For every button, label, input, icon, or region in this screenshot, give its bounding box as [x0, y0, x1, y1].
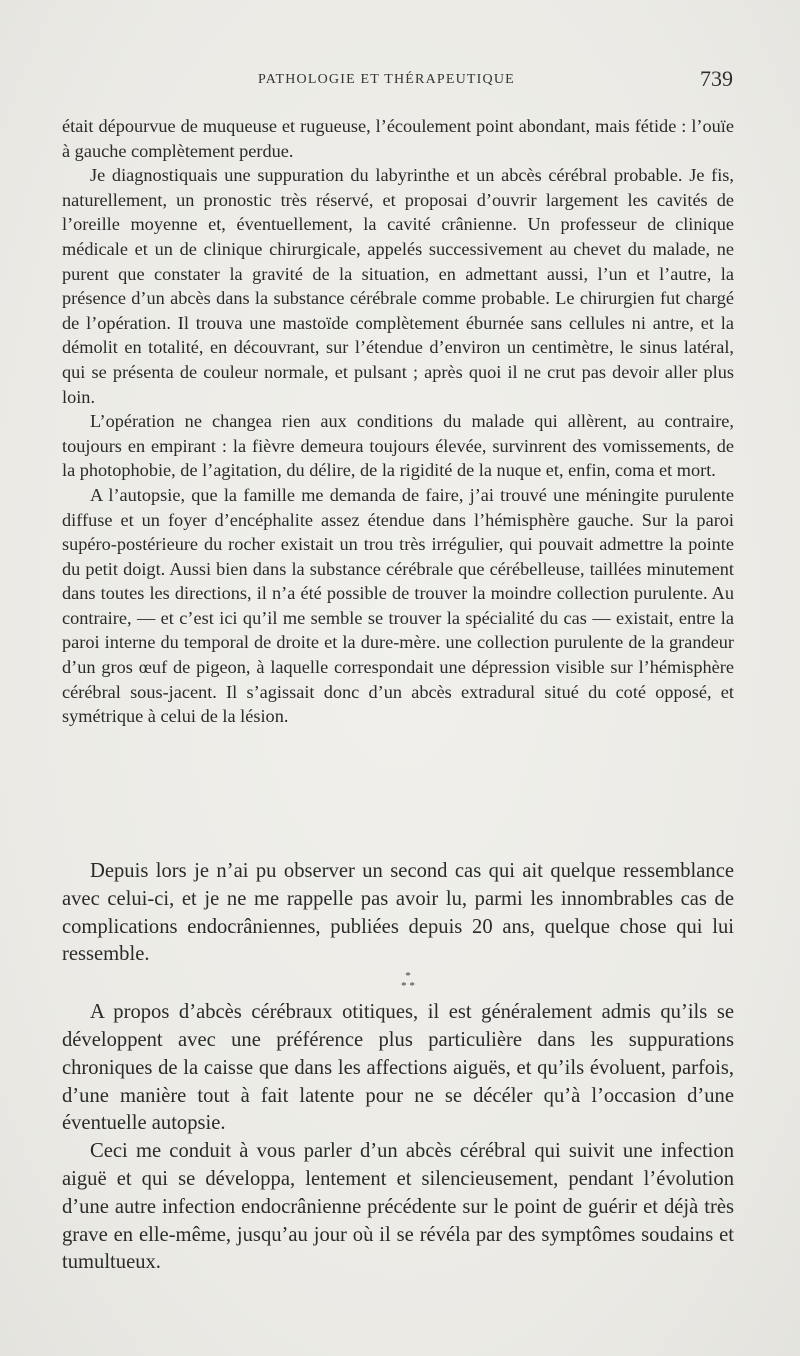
commentary-text	[62, 858, 734, 1277]
section-asterism	[82, 969, 734, 999]
page-number: 739	[700, 66, 733, 91]
paragraph-autopsy: A l’autopsie, que la famille me demanda de faire, j’ai trouvé une méningite purulente diffuse et un foyer d’encéphalite assez étendue dans l’hémisphère gauche. Sur la paroi supéro-postérieure du rocher existait un trou très irrégulier, qui pouvait admettre la pointe du petit doigt. Aussi bien dans la substance cérébrale que cérébelleuse, taillées minutement dans toutes les directions, il n’a été possible de trouver la moindre collection purulente. Au contraire, — et c’est ici qu’il me semble se trouver la spécialité du cas — existait, entre la paroi interne du temporal de droite et la dure-mère. une collection purulente de la grandeur d’un gros œuf de pigeon, à laquelle correspondait une dépression visible sur l’hémisphère cérébral sous-jacent. Il s’agissait donc d’un abcès extradural situé du coté opposé, et symétrique à celui de la lésion.	[62, 484, 734, 727]
paragraph-otitic-abscess: A propos d’abcès cérébraux otitiques, il est généralement admis qu’ils se développent avec une préférence plus particulière dans les suppurations chroniques de la caisse que dans les affections aiguës, et qu’ils évoluent, parfois, d’une manière tout à fait latente pour ne se décéler qu’à l’occasion d’une éventuelle autopsie.	[62, 1001, 734, 1135]
paragraph-acute-infection: Ceci me conduit à vous parler d’un abcès cérébral qui suivit une infection aiguë et qui se développa, lentement et silencieusement, pendant l’évolution d’une autre infection endocrânienne précédente sur le point de guérir et déjà très grave en elle-même, jusqu’au jour où il se révéla par des symptômes soudains et tumultueux.	[62, 1140, 734, 1274]
paragraph-continuation: était dépourvue de muqueuse et rugueuse, l’écoulement point abondant, mais fétide : l’ouïe à gauche complètement perdue.	[62, 116, 734, 161]
running-head: PATHOLOGIE ET THÉRAPEUTIQUE	[258, 72, 515, 87]
paragraph-diagnosis: Je diagnostiquais une suppuration du labyrinthe et un abcès cérébral probable. Je fis, naturellement, un pronostic très réservé, et proposai d’ouvrir largement les cavités de l’oreille moyenne et, éventuellement, la cavité crânienne. Un professeur de clinique médicale et un de clinique chirurgicale, appelés successivement au chevet du malade, ne purent que constater la gravité de la situation, en admettant aussi, l’un et l’autre, la présence d’un abcès dans la substance cérébrale comme probable. Le chirurgien fut chargé de l’opération. Il trouva une mastoïde complètement éburnée sans cellules ni antre, et la démolit en totalité, en découvrant, sur l’étendue d’environ un centimètre, le sinus latéral, qui se présenta de couleur normale, et pulsant ; après quoi il ne crut pas devoir aller plus loin.	[62, 165, 734, 407]
paragraph-since-then: Depuis lors je n’ai pu observer un second cas qui ait quelque ressemblance avec celui-ci, et je ne me rappelle pas avoir lu, parmi les innombrables cas de complications endocrâniennes, publiées depuis 20 ans, quelque chose qui lui ressemble.	[62, 860, 734, 966]
asterism-bottom: * *	[401, 980, 415, 993]
paragraph-operation-outcome: L’opération ne changea rien aux conditions du malade qui allèrent, au contraire, toujours en empirant : la fièvre demeura toujours élevée, survinrent des vomissements, de la photophobie, de l’agitation, du délire, de la rigidité de la nuque et, enfin, coma et mort.	[62, 411, 734, 481]
case-report-text	[62, 114, 734, 729]
asterism-top: *	[405, 970, 411, 983]
